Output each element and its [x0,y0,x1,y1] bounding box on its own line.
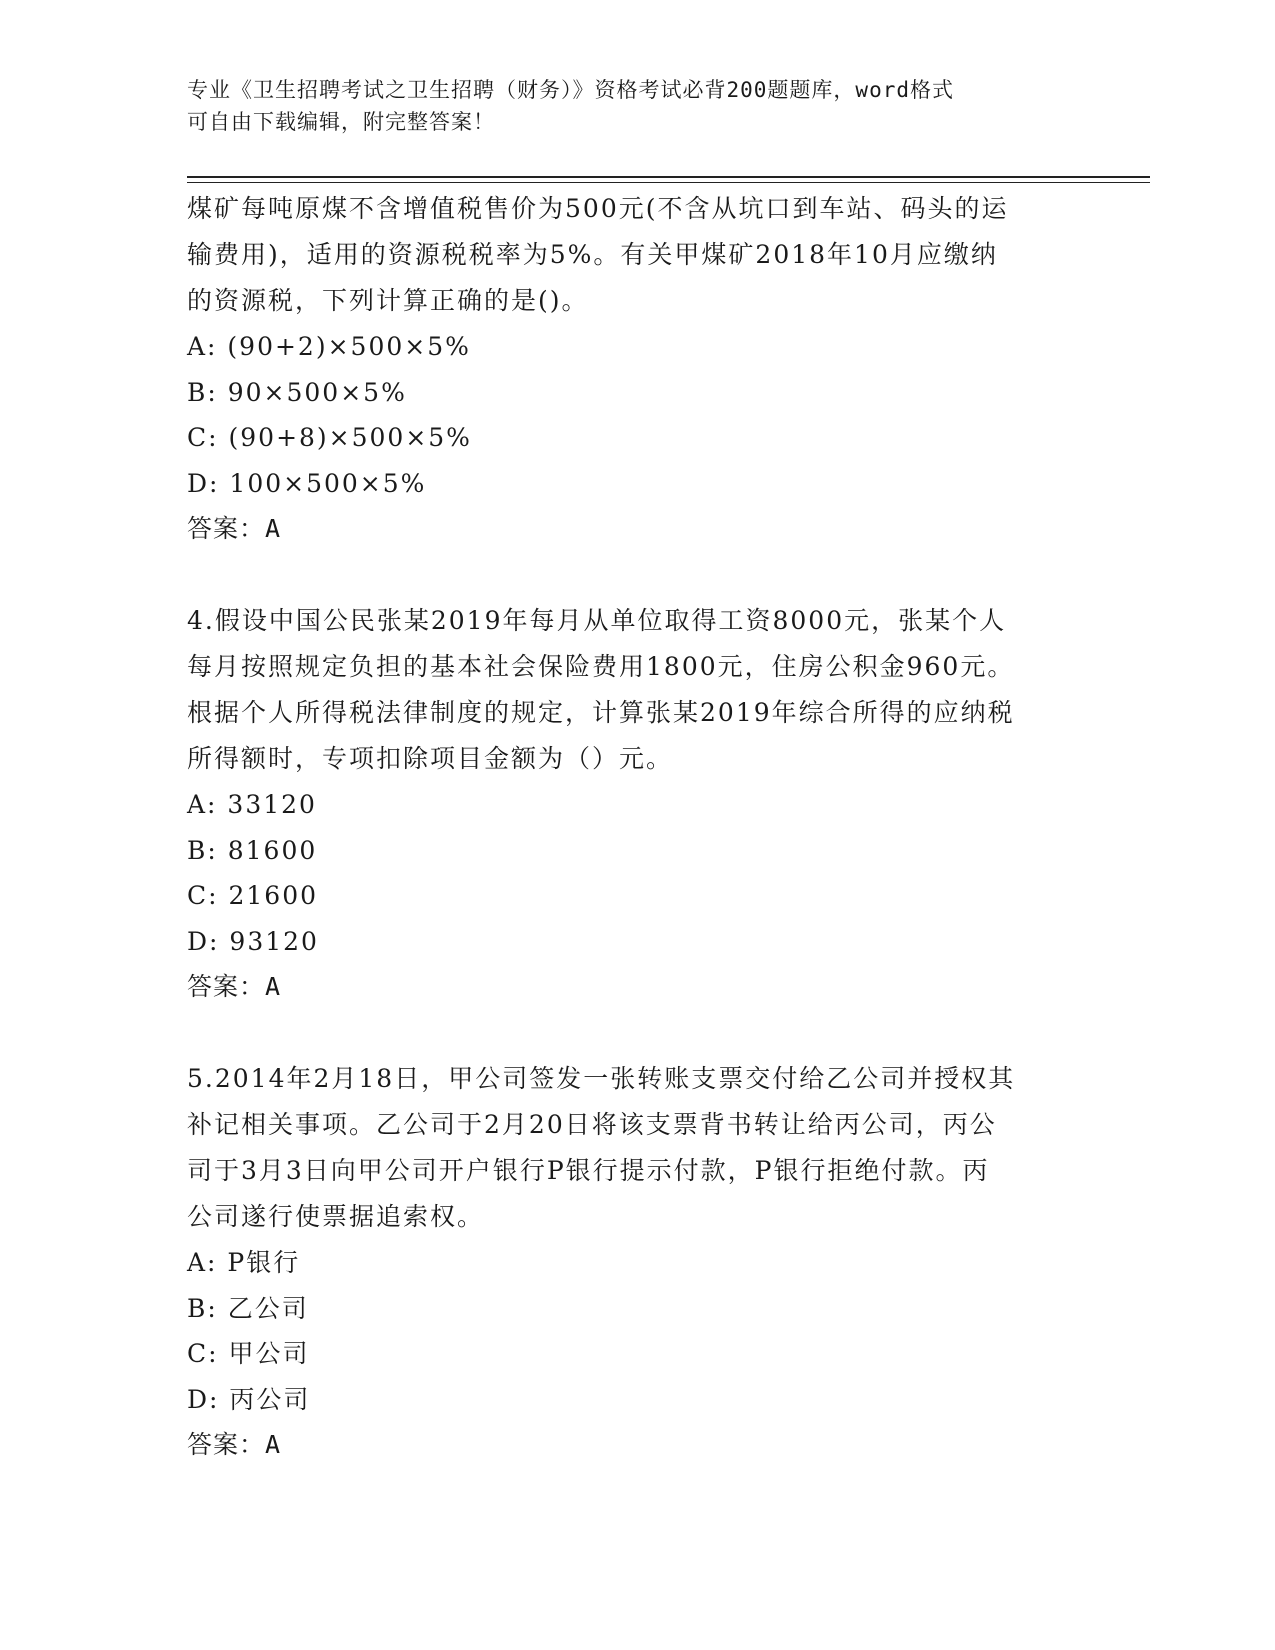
question-5-option-c: C: 甲公司 [187,1339,310,1368]
header-title-line-1: 专业《卫生招聘考试之卫生招聘（财务）》资格考试必背200题题库，word格式 [187,78,954,102]
question-3-option-b: B: 90×500×5% [187,377,407,407]
question-5-stem [187,1056,1087,1240]
header-divider-thin [187,182,1150,183]
question-3-stem [187,186,1087,324]
question-text-line: 4.假设中国公民张某2019年每月从单位取得工资8000元，张某个人 [187,606,1007,635]
question-5-option-d: D: 丙公司 [187,1384,311,1414]
question-4-option-b: B: 81600 [187,835,318,865]
question-4-stem [187,598,1087,782]
question-text-line: 输费用)，适用的资源税税率为5%。有关甲煤矿2018年10月应缴纳 [187,240,998,269]
question-text-line: 司于3月3日向甲公司开户银行P银行提示付款，P银行拒绝付款。丙 [187,1156,990,1185]
question-3-option-d: D: 100×500×5% [187,468,427,498]
question-5-option-b: B: 乙公司 [187,1293,309,1323]
header-divider-thick [187,176,1150,178]
question-text-line: 根据个人所得税法律制度的规定，计算张某2019年综合所得的应纳税 [187,698,1015,727]
question-text-line: 的资源税，下列计算正确的是()。 [187,286,589,315]
question-text-line: 所得额时，专项扣除项目金额为（）元。 [187,744,674,773]
question-3-answer: 答案：A [187,514,282,543]
header-title-line-2: 可自由下载编辑，附完整答案！ [187,110,495,134]
question-4-option-d: D: 93120 [187,926,319,956]
question-5-answer: 答案：A [187,1430,282,1459]
question-text-line: 补记相关事项。乙公司于2月20日将该支票背书转让给丙公司，丙公 [187,1110,997,1139]
question-text-line: 煤矿每吨原煤不含增值税售价为500元(不含从坑口到车站、码头的运 [187,194,1009,223]
question-3-option-c: C: (90+8)×500×5% [187,423,472,452]
document-header [187,74,1087,138]
question-4-option-a: A: 33120 [187,790,317,819]
question-3 [187,186,1087,552]
question-4-option-c: C: 21600 [187,881,319,910]
question-text-line: 5.2014年2月18日，甲公司签发一张转账支票交付给乙公司并授权其 [187,1064,1016,1093]
question-4 [187,598,1087,1010]
question-text-line: 公司遂行使票据追索权。 [187,1202,485,1231]
question-3-option-a: A: (90+2)×500×5% [187,332,471,361]
question-5-option-a: A: P银行 [187,1248,301,1277]
question-text-line: 每月按照规定负担的基本社会保险费用1800元，住房公积金960元。 [187,652,1015,681]
question-list [187,186,1087,1468]
question-4-answer: 答案：A [187,972,282,1001]
question-5 [187,1056,1087,1468]
